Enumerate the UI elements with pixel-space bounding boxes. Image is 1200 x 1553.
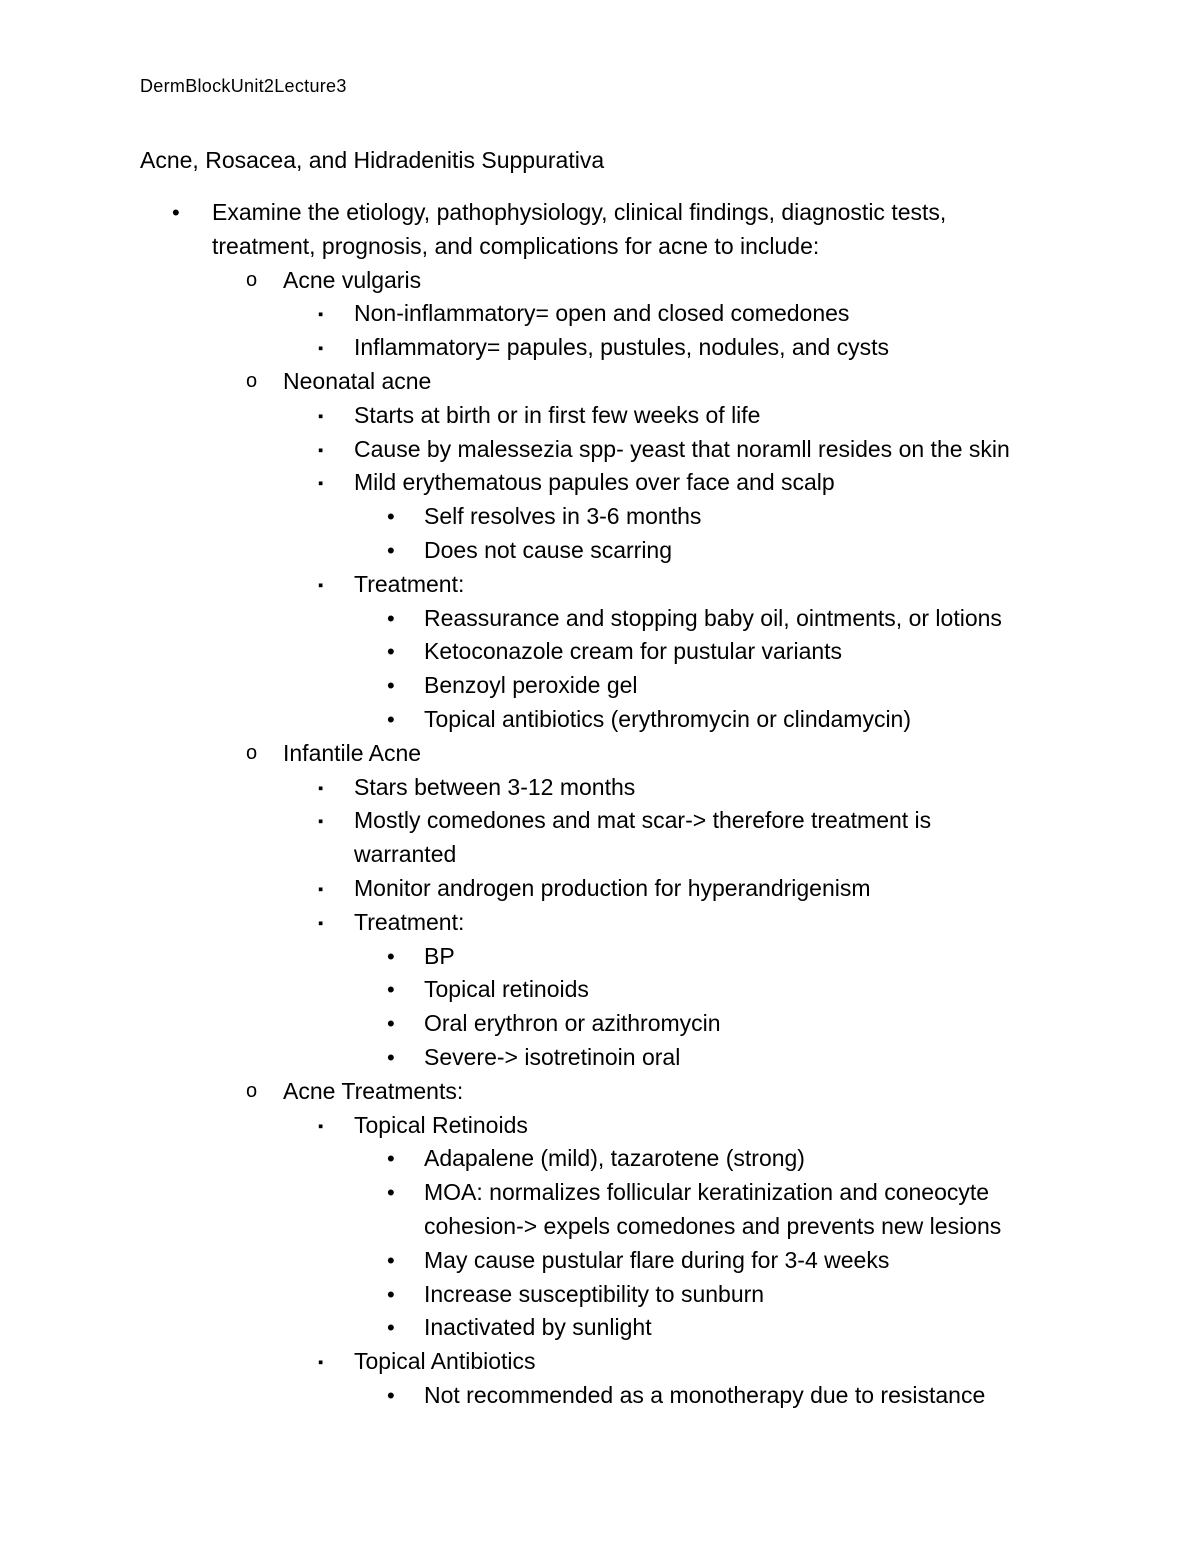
list-item [0,973,1200,1007]
list-item [0,399,1200,433]
bullet-disc-icon: • [387,605,395,631]
bullet-square-icon: ▪ [318,1117,324,1135]
list-item-text: Increase susceptibility to sunburn [424,1280,765,1307]
bullet-disc-icon: • [387,1011,395,1037]
list-item [0,1244,1200,1278]
list-item-text: Mostly comedones and mat scar-> therefore treatment is [354,807,932,834]
bullet-disc-icon: • [387,943,395,969]
list-item [0,433,1200,467]
list-item-text: Starts at birth or in first few weeks of life [354,401,761,428]
bullet-disc-icon: • [387,1044,395,1070]
list-item-text: Reassurance and stopping baby oil, ointments, or lotions [424,604,1002,631]
list-item [0,500,1200,534]
list-item-text: Ketoconazole cream for pustular variants [424,638,843,665]
list-item [0,771,1200,805]
list-item [0,1278,1200,1312]
list-item-text: cohesion-> expels comedones and prevents new lesions [424,1212,1002,1239]
list-item [0,331,1200,365]
list-item [0,804,1200,838]
list-item [0,669,1200,703]
list-item [0,635,1200,669]
bullet-disc-icon: • [387,504,395,530]
list-item [0,1379,1200,1413]
list-item-text: Topical Retinoids [354,1111,528,1138]
list-item [0,703,1200,737]
list-item-text: BP [424,942,455,969]
bullet-disc-icon: • [387,1247,395,1273]
list-item [0,297,1200,331]
page-title: Acne, Rosacea, and Hidradenitis Suppurativa [140,147,605,173]
list-item-text: Topical Antibiotics [354,1348,536,1375]
bullet-circle-icon: o [246,1079,258,1102]
list-item-text: Topical antibiotics (erythromycin or clindamycin) [424,705,911,732]
list-item-text: Acne Treatments: [283,1077,464,1104]
list-item-continuation [0,1210,1200,1244]
bullet-square-icon: ▪ [318,880,324,898]
list-item [0,365,1200,399]
list-item-text: Mild erythematous papules over face and scalp [354,469,835,496]
list-item [0,1109,1200,1143]
bullet-square-icon: ▪ [318,407,324,425]
bullet-circle-icon: o [246,268,258,291]
list-item [0,534,1200,568]
list-item-text: Treatment: [354,570,465,597]
list-item [0,1345,1200,1379]
bullet-disc-icon: • [387,1315,395,1341]
list-item-text: Inactivated by sunlight [424,1314,652,1341]
bullet-square-icon: ▪ [318,475,324,493]
bullet-disc-icon: • [387,1382,395,1408]
list-item [0,568,1200,602]
list-item [0,1041,1200,1075]
list-item-text: treatment, prognosis, and complications for acne to include: [212,232,820,259]
list-item [0,737,1200,771]
bullet-square-icon: ▪ [318,576,324,594]
list-item [0,906,1200,940]
bullet-disc-icon: • [387,977,395,1003]
list-item-text: Topical retinoids [424,976,589,1003]
list-item [0,1142,1200,1176]
list-item-text: warranted [354,841,457,868]
list-item-text: Adapalene (mild), tazarotene (strong) [424,1145,805,1172]
list-item-text: Monitor androgen production for hyperandrigenism [354,874,871,901]
list-item-text: Treatment: [354,908,465,935]
list-item-text: Cause by malessezia spp- yeast that noramll resides on the skin [354,435,1010,462]
list-item [0,1311,1200,1345]
list-item-text: Infantile Acne [283,739,422,766]
list-item [0,940,1200,974]
bullet-disc-icon: • [387,1146,395,1172]
bullet-square-icon: ▪ [318,914,324,932]
bullet-disc-icon: • [387,706,395,732]
list-item-continuation [0,230,1200,264]
list-item-text: Severe-> isotretinoin oral [424,1043,681,1070]
list-item-text: Oral erythron or azithromycin [424,1010,721,1037]
list-item-text: Inflammatory= papules, pustules, nodules, and cysts [354,334,890,361]
list-item [0,466,1200,500]
list-item-text: Stars between 3-12 months [354,773,636,800]
bullet-disc-icon: • [387,673,395,699]
list-item [0,872,1200,906]
bullet-square-icon: ▪ [318,306,324,324]
list-item-text: MOA: normalizes follicular keratinization and coneocyte [424,1179,990,1206]
list-item [0,196,1200,230]
bullet-square-icon: ▪ [318,441,324,459]
list-item-text: May cause pustular flare during for 3-4 weeks [424,1246,890,1273]
list-item-text: Self resolves in 3-6 months [424,503,702,530]
bullet-disc-icon: • [387,1180,395,1206]
list-item [0,1007,1200,1041]
bullet-circle-icon: o [246,741,258,764]
list-item-text: Examine the etiology, pathophysiology, clinical findings, diagnostic tests, [212,199,947,225]
bullet-circle-icon: o [246,369,258,392]
list-item-text: Non-inflammatory= open and closed comedones [354,300,850,327]
document-header: DermBlockUnit2Lecture3 [140,76,347,96]
bullet-square-icon: ▪ [318,1354,324,1372]
bullet-disc-icon: • [387,537,395,563]
list-item [0,1075,1200,1109]
bullet-square-icon: ▪ [318,340,324,358]
list-item-text: Acne vulgaris [283,266,422,293]
list-item-text: Not recommended as a monotherapy due to resistance [424,1381,986,1408]
bullet-square-icon: ▪ [318,813,324,831]
list-item-text: Neonatal acne [283,367,432,394]
bullet-square-icon: ▪ [318,779,324,797]
list-item-text: Benzoyl peroxide gel [424,672,638,699]
outline-list [0,196,1200,1413]
list-item [0,1176,1200,1210]
bullet-disc-icon: • [387,1281,395,1307]
list-item [0,264,1200,298]
bullet-disc-icon: • [387,639,395,665]
list-item [0,602,1200,636]
list-item-text: Does not cause scarring [424,536,673,563]
list-item-continuation [0,838,1200,872]
bullet-disc-icon: • [172,200,180,225]
